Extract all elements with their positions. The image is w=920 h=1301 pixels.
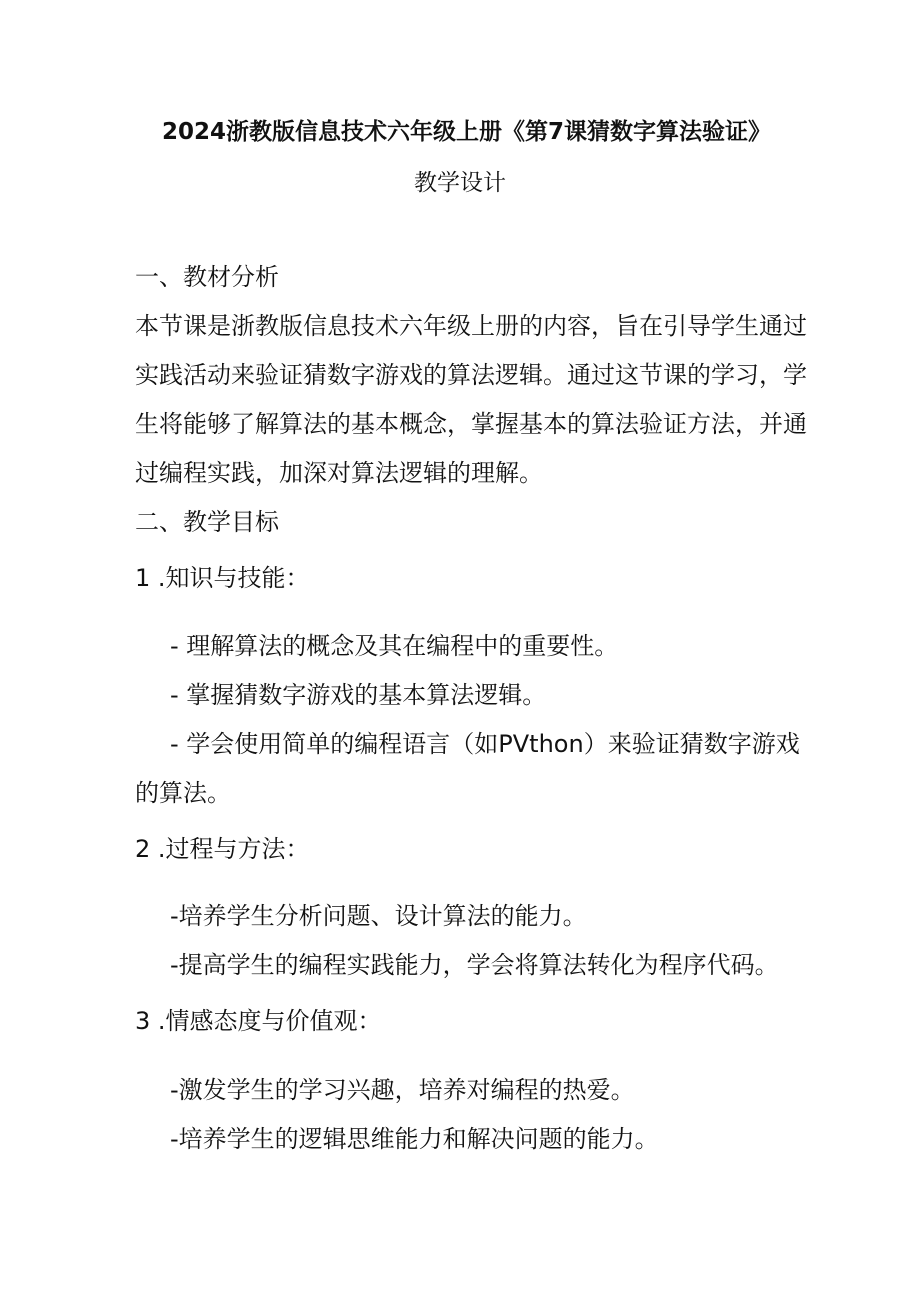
goal-item: -培养学生分析问题、设计算法的能力。 [170,902,587,930]
goal-label-values: 3 .情感态度与价值观： [135,1007,382,1035]
goal-item: - 掌握猜数字游戏的基本算法逻辑。 [170,681,547,709]
paragraph-line: 实践活动来验证猜数字游戏的算法逻辑。通过这节课的学习，学 [135,361,807,389]
paragraph-line: 过编程实践，加深对算法逻辑的理解。 [135,459,543,487]
goal-item: -提高学生的编程实践能力，学会将算法转化为程序代码。 [170,951,779,979]
goal-item: -激发学生的学习兴趣，培养对编程的热爱。 [170,1076,635,1104]
goal-label-process: 2 .过程与方法： [135,835,310,863]
document-subtitle: 教学设计 [414,170,506,196]
goal-label-knowledge: 1 .知识与技能： [135,564,310,592]
goal-item: - 学会使用简单的编程语言（如PVthon）来验证猜数字游戏 [170,730,800,758]
goal-item: 的算法。 [135,779,231,807]
section-heading-materials: 一、教材分析 [135,263,279,291]
goal-item: -培养学生的逻辑思维能力和解决问题的能力。 [170,1125,659,1153]
document-title: 2024浙教版信息技术六年级上册《第7课猜数字算法验证》 [162,119,772,145]
paragraph-line: 生将能够了解算法的基本概念，掌握基本的算法验证方法，并通 [135,410,807,438]
goal-item: - 理解算法的概念及其在编程中的重要性。 [170,632,619,660]
paragraph-line: 本节课是浙教版信息技术六年级上册的内容，旨在引导学生通过 [135,312,807,340]
section-heading-goals: 二、教学目标 [135,508,279,536]
